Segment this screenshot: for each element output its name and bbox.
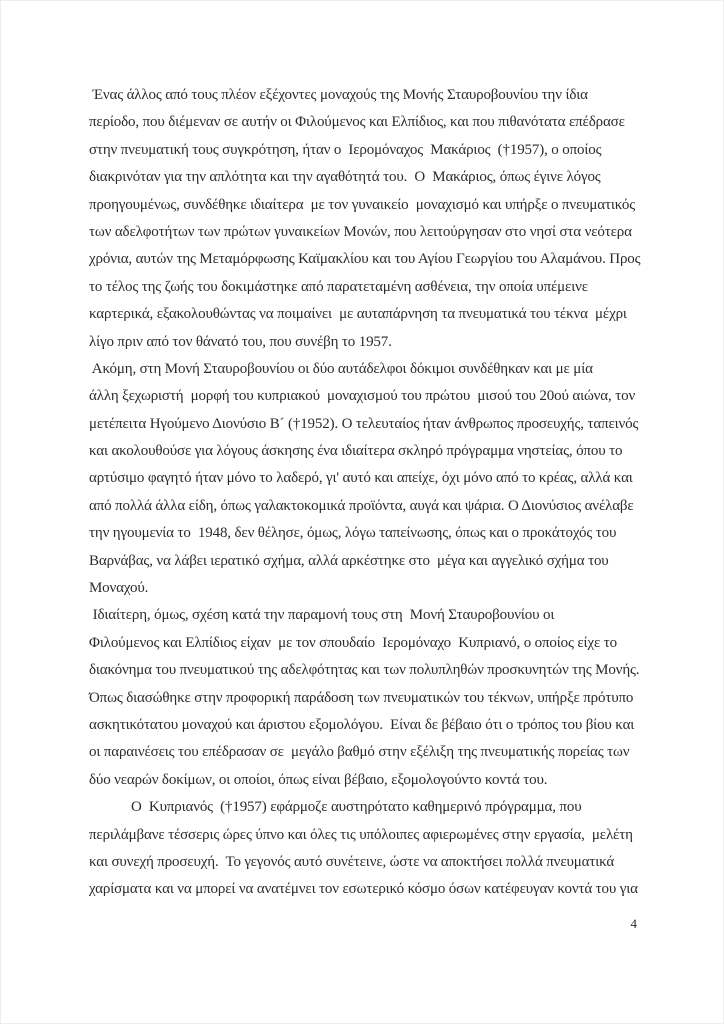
text-line: και ακολουθούσε για λόγους άσκησης ένα ιδιαίτερα σκληρό πρόγραμμα νηστείας, όπου το [89,443,623,460]
text-line: χρόνια, αυτών της Μεταμόρφωσης Καϊμακλίου και του Αγίου Γεωργίου του Αλαμάνου. Προς [89,251,641,268]
body-text [89,82,655,904]
text-line: στην πνευματική τους συγκρότηση, ήταν ο Ιερομόναχος Μακάριος (†1957), ο οποίος [89,141,602,158]
text-line: άλλη ξεχωριστή μορφή του κυπριακού μοναχισμού του πρώτου μισού του 20ού αιώνα, τον [89,388,636,405]
text-line: Ένας άλλος από τους πλέον εξέχοντες μοναχούς της Μονής Σταυροβουνίου την ίδια [89,87,588,103]
text-line: περιλάμβανε τέσσερις ώρες ύπνο και όλες τις υπόλοιπες αφιερωμένες στην εργασία, μελέτη [89,826,633,843]
text-line: αρτύσιμο φαγητό ήταν μόνο το λαδερό, γι' αυτό και απείχε, όχι μόνο από το κρέας, αλλά και [89,470,633,487]
text-line: προηγουμένως, συνδέθηκε ιδιαίτερα με τον γυναικείο μοναχισμό και υπήρξε ο πνευματικός [89,196,635,213]
page-number: 4 [630,916,637,931]
text-line: λίγο πριν από τον θάνατό του, που συνέβη το 1957. [89,333,392,350]
text-line: διακόνημα του πνευματικού της αδελφότητας και των πολυπληθών προσκυνητών της Μονής. [89,662,640,679]
text-line: των αδελφοτήτων των πρώτων γυναικείων Μονών, που λειτούργησαν στο νησί στα νεότερα [89,223,632,240]
text-line: Ακόμη, στη Μονή Σταυροβουνίου οι δύο αυτάδελφοι δόκιμοι συνδέθηκαν και με μία [89,360,593,377]
text-line: Βαρνάβας, να λάβει ιερατικό σχήμα, αλλά αρκέστηκε στο μέγα και αγγελικό σχήμα του [89,552,609,569]
text-line: την ηγουμενία το 1948, δεν θέλησε, όμως, λόγω ταπείνωσης, όπως και ο προκάτοχός του [89,525,617,542]
text-line: περίοδο, που διέμεναν σε αυτήν οι Φιλούμενος και Ελπίδιος, και που πιθανότατα επέδρασε [89,114,625,131]
text-line: οι παραινέσεις του επέδρασαν σε μεγάλο βαθμό στην εξέλιξη της πνευματικής πορείας των [89,744,630,761]
text-line: καρτερικά, εξακολουθώντας να ποιμαίνει με αυταπάρνηση τα πνευματικά του τέκνα μέχρι [89,306,627,323]
text-line: διακρινόταν για την απλότητα και την αγαθότητά του. Ο Μακάριος, όπως έγινε λόγος [89,169,601,186]
text-line: Φιλούμενος και Ελπίδιος είχαν με τον σπουδαίο Ιερομόναχο Κυπριανό, ο οποίος είχε το [89,634,617,651]
text-line: Όπως διασώθηκε στην προφορική παράδοση των πνευματικών του τέκνων, υπήρξε πρότυπο [89,689,634,706]
text-line: Μοναχού. [89,580,149,597]
text-line: και συνεχή προσευχή. Το γεγονός αυτό συνέτεινε, ώστε να αποκτήσει πολλά πνευματικά [89,853,615,870]
text-line: δύο νεαρών δοκίμων, οι οποίοι, όπως είναι βέβαιο, εξομολογούντο κοντά του. [89,771,548,788]
text-line: το τέλος της ζωής του δοκιμάστηκε από παρατεταμένη ασθένεια, την οποία υπέμεινε [89,278,588,295]
text-line: χαρίσματα και να μπορεί να ανατέμνει τον εσωτερικό κόσμο όσων κατέφευγαν κοντά του για [89,881,638,898]
text-line: ασκητικότατου μοναχού και άριστου εξομολόγου. Είναι δε βέβαιο ότι ο τρόπος του βίου και [89,716,635,733]
text-line: Ο Κυπριανός (†1957) εφάρμοζε αυστηρότατο καθημερινό πρόγραμμα, που [131,799,582,816]
text-line: από πολλά άλλα είδη, όπως γαλακτοκομικά προϊόντα, αυγά και ψάρια. Ο Διονύσιος ανέλαβε [89,497,634,514]
text-line: Ιδιαίτερη, όμως, σχέση κατά την παραμονή τους στη Μονή Σταυροβουνίου οι [89,607,555,624]
text-line: μετέπειτα Ηγούμενο Διονύσιο Β´ (†1952). Ο τελευταίος ήταν άνθρωπος προσευχής, ταπεινός [89,415,639,432]
